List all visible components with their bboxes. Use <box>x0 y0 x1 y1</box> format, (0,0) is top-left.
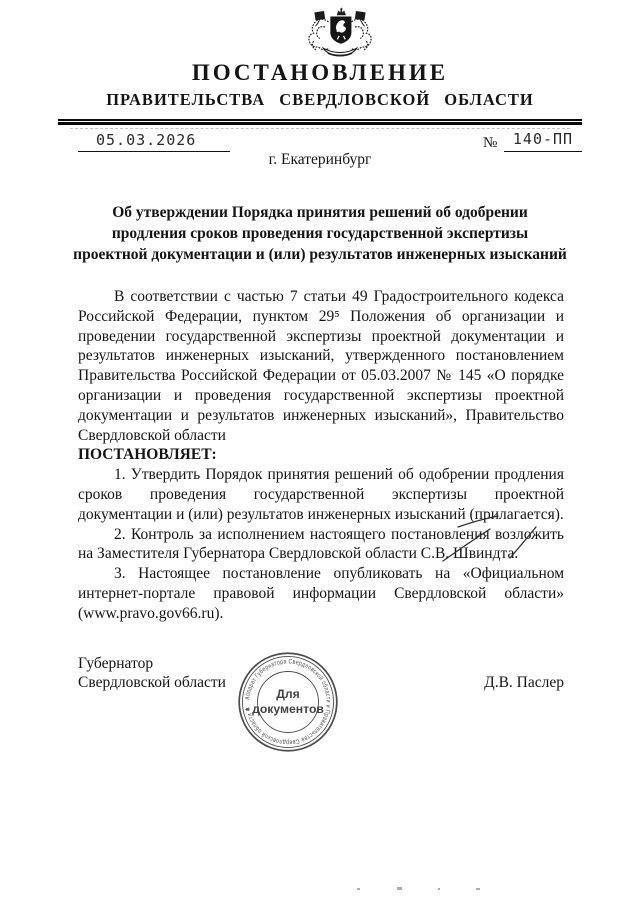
header-rule-bottom <box>58 122 582 125</box>
resolve-word: ПОСТАНОВЛЯЕТ: <box>78 446 217 464</box>
signer-name: Д.В. Паслер <box>484 674 564 691</box>
preamble-paragraph: В соответствии с частью 7 статьи 49 Градостроительного кодекса Российской Федерации, пунктом 29⁵ Положения об организации и проведении государственной экспертизы проектной документации и результатов инженерных изысканий, утвержденного постановлением Правительства Российской Федерации от 05.03.2007 № 145 «О порядке организации и проведения государственной экспертизы проектной документации и результатов инженерных изысканий», Правительство Свердловской области <box>78 288 564 444</box>
subject-line: Об утверждении Порядка принятия решений об одобрении <box>112 204 528 221</box>
scan-speck <box>397 887 402 890</box>
resolution-item-3: 3. Настоящее постановление опубликовать на «Официальном интернет-портале правовой информации Свердловской области» (www.pravo.gov66.ru). <box>78 565 564 622</box>
sverdlovsk-coat-of-arms-icon <box>296 6 384 64</box>
document-subject <box>70 202 570 265</box>
stamp-center-line1: Для <box>276 686 300 701</box>
scan-speck <box>357 888 360 890</box>
subject-line: проектной документации и (или) результатов инженерных изысканий <box>73 246 567 263</box>
resolution-item-2: 2. Контроль за исполнением настоящего постановления возложить на Заместителя Губернатора Свердловской области С.В. Швиндта. <box>78 525 564 563</box>
number-sign-label: № <box>483 135 498 151</box>
subject-line: продления сроков проведения государственной экспертизы <box>111 225 529 242</box>
document-body <box>78 287 564 624</box>
document-type-title: ПОСТАНОВЛЕНИЕ <box>191 60 449 85</box>
issuing-authority-title: ПРАВИТЕЛЬСТВА СВЕРДЛОВСКОЙ ОБЛАСТИ <box>106 90 534 109</box>
stamp-center-line2: документов <box>252 702 324 717</box>
document-number: 140-ПП <box>512 130 574 148</box>
scan-artifact-line <box>70 128 570 129</box>
scan-speck <box>476 888 480 890</box>
signer-position-line: Губернатор <box>78 655 154 672</box>
header-rule-top <box>58 119 582 121</box>
signer-position-line: Свердловской области <box>78 674 226 691</box>
stamp-ring-text: Аппарат Губернатора Свердловской области и Правительства Свердловской области ✱ <box>244 658 332 746</box>
scan-speck <box>438 888 440 890</box>
signer-position <box>78 654 226 692</box>
document-date: 05.03.2026 <box>96 131 197 149</box>
resolution-item-1: 1. Утвердить Порядок принятия решений об одобрении продления сроков проведения государственной экспертизы проектной документации и (или) результатов инженерных изысканий (прилагается). <box>78 466 564 523</box>
place-of-issue: г. Екатеринбург <box>268 151 372 168</box>
for-documents-stamp <box>227 641 349 763</box>
